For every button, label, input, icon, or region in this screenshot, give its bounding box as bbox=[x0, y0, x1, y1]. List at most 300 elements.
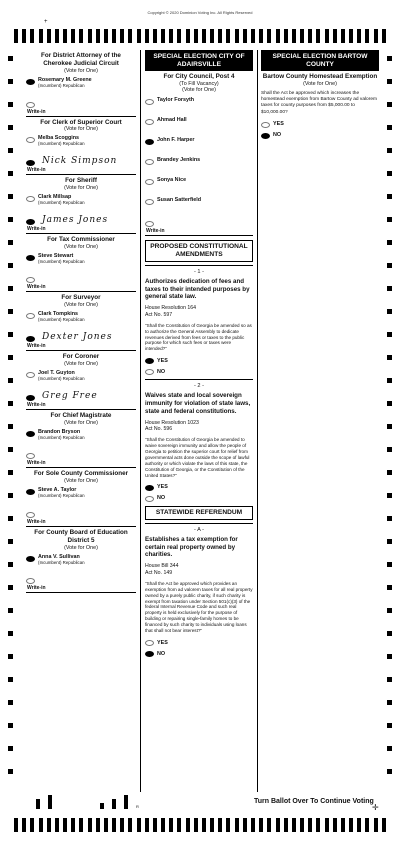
bottom-code-marks bbox=[36, 795, 139, 809]
office-title: For District Attorney of the Cherokee Judicial Circuit bbox=[41, 52, 121, 67]
office-title: For County Board of Education District 5 bbox=[34, 528, 128, 544]
write-in-label: Write-in bbox=[27, 401, 46, 408]
candidate-text bbox=[38, 430, 85, 441]
timing-mark bbox=[8, 171, 13, 176]
timing-mark bbox=[8, 493, 13, 498]
timing-mark bbox=[47, 29, 51, 43]
timing-mark bbox=[267, 29, 271, 43]
timing-mark bbox=[235, 29, 239, 43]
yes-option[interactable] bbox=[145, 639, 253, 646]
timing-mark bbox=[387, 217, 392, 222]
timing-mark bbox=[251, 818, 255, 832]
vote-oval[interactable] bbox=[26, 79, 35, 85]
vote-oval[interactable] bbox=[26, 512, 35, 518]
timing-mark bbox=[39, 29, 43, 43]
write-in-line[interactable] bbox=[26, 99, 136, 117]
timing-mark bbox=[30, 818, 34, 832]
write-in-label: Write-in bbox=[27, 343, 46, 350]
timing-mark bbox=[128, 818, 132, 832]
timing-mark bbox=[333, 29, 337, 43]
timing-mark bbox=[387, 263, 392, 268]
question-number: - 1 - bbox=[145, 265, 253, 275]
timing-marks-top bbox=[14, 29, 386, 43]
vote-instruction: (Vote for One) bbox=[64, 360, 98, 367]
timing-mark bbox=[128, 29, 132, 43]
timing-mark bbox=[8, 516, 13, 521]
timing-mark bbox=[235, 818, 239, 832]
timing-mark bbox=[276, 29, 280, 43]
column-divider bbox=[140, 50, 141, 792]
timing-mark bbox=[8, 700, 13, 705]
office-title: For Coroner bbox=[62, 353, 100, 361]
timing-mark bbox=[120, 818, 124, 832]
write-in-line[interactable] bbox=[26, 157, 136, 175]
candidate-name: Clark Tompkins bbox=[38, 311, 79, 318]
question-reference bbox=[145, 420, 253, 434]
timing-mark bbox=[8, 677, 13, 682]
vote-oval[interactable] bbox=[145, 179, 154, 185]
timing-mark bbox=[8, 79, 13, 84]
vote-oval[interactable] bbox=[26, 160, 35, 166]
write-in-label: Write-in bbox=[146, 228, 165, 235]
timing-mark bbox=[218, 818, 222, 832]
column-city-and-amendments bbox=[145, 50, 253, 661]
timing-mark bbox=[194, 29, 198, 43]
registration-cross: + bbox=[44, 19, 48, 25]
timing-mark bbox=[218, 29, 222, 43]
copyright-notice: Copyright © 2020 Dominion Voting Inc. All Rights Reserved bbox=[147, 10, 253, 15]
candidate-party: (Incumbent) Republican bbox=[38, 258, 85, 264]
candidate-name: John F. Harper bbox=[157, 137, 195, 144]
timing-mark bbox=[63, 29, 67, 43]
timing-mark bbox=[325, 818, 329, 832]
vote-instruction: (Vote for One) bbox=[64, 67, 98, 74]
candidate-option[interactable] bbox=[145, 118, 253, 125]
timing-mark bbox=[349, 29, 353, 43]
timing-mark bbox=[112, 818, 116, 832]
timing-mark bbox=[22, 29, 26, 43]
vote-oval[interactable] bbox=[145, 358, 154, 364]
question-title: Establishes a tax exemption for certain real property owned by charities. bbox=[145, 535, 238, 559]
vote-oval[interactable] bbox=[26, 336, 35, 342]
timing-mark bbox=[382, 29, 386, 43]
timing-mark bbox=[8, 585, 13, 590]
timing-mark bbox=[267, 818, 271, 832]
candidate-name: Taylor Forsyth bbox=[157, 97, 195, 104]
timing-mark bbox=[30, 29, 34, 43]
candidate-name: Brandon Bryson bbox=[38, 428, 81, 435]
write-in-line[interactable] bbox=[26, 392, 136, 410]
candidate-name: Anna V. Sullivan bbox=[38, 553, 80, 560]
candidate-option[interactable] bbox=[145, 198, 253, 205]
vote-instruction: (Vote for One) bbox=[182, 87, 216, 94]
timing-mark bbox=[357, 818, 361, 832]
vote-instruction: (Vote for One) bbox=[64, 302, 98, 309]
timing-mark bbox=[8, 401, 13, 406]
timing-mark bbox=[8, 194, 13, 199]
timing-mark bbox=[259, 818, 263, 832]
vote-oval[interactable] bbox=[26, 196, 35, 202]
timing-mark bbox=[365, 29, 369, 43]
timing-mark bbox=[14, 818, 18, 832]
write-in-line[interactable] bbox=[26, 450, 136, 468]
candidate-option[interactable] bbox=[26, 136, 136, 147]
write-in-line[interactable] bbox=[26, 216, 136, 234]
candidate-option[interactable] bbox=[145, 98, 253, 105]
timing-mark bbox=[292, 818, 296, 832]
timing-mark bbox=[88, 29, 92, 43]
write-in-line[interactable] bbox=[26, 575, 136, 593]
vote-instruction: (Vote for One) bbox=[64, 185, 98, 191]
timing-mark bbox=[387, 677, 392, 682]
timing-mark bbox=[186, 29, 190, 43]
no-label: NO bbox=[273, 132, 282, 139]
timing-mark bbox=[210, 29, 214, 43]
timing-mark bbox=[145, 29, 149, 43]
timing-mark bbox=[161, 29, 165, 43]
candidate-name: Ahmad Hall bbox=[157, 117, 187, 124]
timing-mark bbox=[387, 125, 392, 130]
section-header-city: SPECIAL ELECTION CITY OF ADAIRSVILLE bbox=[145, 50, 253, 71]
timing-mark bbox=[387, 424, 392, 429]
timing-mark bbox=[382, 818, 386, 832]
timing-mark bbox=[316, 818, 320, 832]
timing-mark bbox=[387, 470, 392, 475]
vote-oval[interactable] bbox=[145, 640, 154, 646]
timing-mark bbox=[120, 29, 124, 43]
timing-mark bbox=[8, 332, 13, 337]
candidate-party: (Incumbent) Republican bbox=[38, 493, 85, 499]
yes-option[interactable] bbox=[145, 357, 253, 364]
turn-ballot-over-text: Turn Ballot Over To Continue Voting bbox=[254, 798, 374, 805]
vote-oval[interactable] bbox=[145, 119, 154, 125]
yes-option[interactable] bbox=[261, 121, 379, 128]
timing-mark bbox=[365, 818, 369, 832]
timing-mark bbox=[251, 29, 255, 43]
timing-mark bbox=[8, 608, 13, 613]
candidate-option[interactable] bbox=[26, 195, 136, 206]
question-title: Waives state and local sovereign immunity for violation of state laws, state and federal constitutions. bbox=[145, 392, 251, 415]
vote-oval[interactable] bbox=[145, 221, 154, 227]
vote-oval[interactable] bbox=[26, 137, 35, 143]
question-reference bbox=[145, 305, 253, 319]
timing-mark bbox=[8, 148, 13, 153]
vote-oval[interactable] bbox=[26, 395, 35, 401]
timing-mark bbox=[71, 29, 75, 43]
office-title: For Tax Commissioner bbox=[47, 235, 115, 243]
vote-oval[interactable] bbox=[145, 99, 154, 105]
reference-line: House Resolution 164 bbox=[145, 305, 197, 312]
vote-oval[interactable] bbox=[26, 219, 35, 225]
yes-label: YES bbox=[157, 357, 168, 364]
write-in-label: Write-in bbox=[27, 518, 46, 525]
timing-mark bbox=[243, 29, 247, 43]
vote-oval[interactable] bbox=[26, 102, 35, 108]
vote-oval[interactable] bbox=[145, 159, 154, 165]
vote-oval[interactable] bbox=[26, 556, 35, 562]
write-in-line[interactable] bbox=[26, 333, 136, 351]
section-header-amendments: PROPOSED CONSTITUTIONAL AMENDMENTS bbox=[145, 240, 253, 262]
vote-oval[interactable] bbox=[26, 313, 35, 319]
candidate-option[interactable] bbox=[26, 555, 136, 566]
timing-mark bbox=[387, 700, 392, 705]
timing-mark bbox=[308, 29, 312, 43]
timing-mark bbox=[79, 818, 83, 832]
timing-mark bbox=[186, 818, 190, 832]
section-header-referendum: STATEWIDE REFERENDUM bbox=[145, 506, 253, 520]
candidate-option[interactable] bbox=[145, 158, 253, 165]
no-option[interactable] bbox=[261, 132, 379, 139]
timing-marks-left bbox=[8, 56, 13, 792]
handwritten-write-in: Dexter Jones bbox=[42, 332, 113, 343]
column-county-offices bbox=[26, 50, 136, 595]
ballot-code-letter: R bbox=[136, 804, 139, 809]
timing-mark bbox=[8, 286, 13, 291]
timing-mark bbox=[357, 29, 361, 43]
write-in-label: Write-in bbox=[27, 108, 46, 115]
vote-instruction: (Vote for One) bbox=[64, 419, 98, 426]
candidate-name: Susan Satterfield bbox=[157, 197, 202, 204]
timing-mark bbox=[8, 378, 13, 383]
vote-oval[interactable] bbox=[26, 431, 35, 437]
yes-option[interactable] bbox=[145, 484, 253, 491]
timing-mark bbox=[387, 654, 392, 659]
timing-mark bbox=[169, 818, 173, 832]
timing-mark bbox=[8, 424, 13, 429]
timing-mark bbox=[8, 470, 13, 475]
candidate-name: Sonya Nice bbox=[157, 177, 187, 184]
vote-oval[interactable] bbox=[26, 578, 35, 584]
no-option[interactable] bbox=[145, 650, 253, 657]
question-title: Authorizes dedication of fees and taxes to their intended purposes by general state law. bbox=[145, 277, 250, 301]
write-in-label: Write-in bbox=[27, 585, 46, 592]
yes-label: YES bbox=[157, 639, 168, 646]
timing-mark bbox=[8, 654, 13, 659]
vote-oval[interactable] bbox=[26, 255, 35, 261]
candidate-option[interactable] bbox=[26, 371, 136, 382]
timing-mark bbox=[226, 29, 230, 43]
crosshair-icon: ✛ bbox=[372, 803, 379, 812]
vote-instruction: (Vote for One) bbox=[64, 126, 98, 133]
candidate-text bbox=[38, 312, 85, 323]
timing-mark bbox=[341, 29, 345, 43]
vote-oval[interactable] bbox=[145, 651, 154, 657]
timing-mark bbox=[47, 818, 51, 832]
write-in-line[interactable] bbox=[26, 274, 136, 292]
timing-mark bbox=[194, 818, 198, 832]
vote-oval[interactable] bbox=[145, 199, 154, 205]
candidate-party: (Incumbent) Republican bbox=[38, 82, 85, 88]
candidate-option[interactable] bbox=[145, 178, 253, 185]
timing-mark bbox=[349, 818, 353, 832]
vote-oval[interactable] bbox=[261, 122, 270, 128]
office-subtitle: (To Fill Vacancy) bbox=[179, 81, 219, 88]
timing-marks-bottom bbox=[14, 818, 386, 832]
no-option[interactable] bbox=[145, 495, 253, 502]
timing-mark bbox=[8, 217, 13, 222]
timing-mark bbox=[387, 194, 392, 199]
timing-mark bbox=[104, 818, 108, 832]
write-in-label: Write-in bbox=[27, 460, 46, 467]
question-reference bbox=[145, 563, 253, 577]
timing-mark bbox=[300, 29, 304, 43]
timing-mark bbox=[8, 240, 13, 245]
vote-oval[interactable] bbox=[145, 139, 154, 145]
timing-marks-right bbox=[387, 56, 392, 792]
candidate-party: (Incumbent) Republican bbox=[38, 375, 85, 381]
no-option[interactable] bbox=[145, 368, 253, 375]
candidate-name: Brandey Jenkins bbox=[157, 157, 201, 164]
timing-mark bbox=[8, 355, 13, 360]
timing-mark bbox=[63, 818, 67, 832]
timing-mark bbox=[112, 29, 116, 43]
yes-label: YES bbox=[273, 121, 284, 128]
timing-mark bbox=[79, 29, 83, 43]
candidate-option[interactable] bbox=[26, 488, 136, 499]
timing-mark bbox=[387, 562, 392, 567]
timing-mark bbox=[387, 539, 392, 544]
vote-oval[interactable] bbox=[26, 453, 35, 459]
timing-mark bbox=[8, 769, 13, 774]
vote-oval[interactable] bbox=[145, 485, 154, 491]
timing-mark bbox=[387, 769, 392, 774]
timing-mark bbox=[387, 148, 392, 153]
candidate-option[interactable] bbox=[26, 312, 136, 323]
timing-mark bbox=[8, 125, 13, 130]
vote-instruction: (Vote for One) bbox=[64, 478, 98, 485]
candidate-name: Steve Stewart bbox=[38, 252, 74, 259]
timing-mark bbox=[341, 818, 345, 832]
timing-mark bbox=[387, 401, 392, 406]
vote-oval[interactable] bbox=[145, 369, 154, 375]
timing-mark bbox=[276, 818, 280, 832]
timing-mark bbox=[8, 746, 13, 751]
timing-mark bbox=[333, 818, 337, 832]
office-title: For Chief Magistrate bbox=[50, 411, 112, 419]
vote-oval[interactable] bbox=[26, 277, 35, 283]
timing-mark bbox=[96, 29, 100, 43]
office-title: For City Council, Post 4 bbox=[163, 73, 235, 81]
timing-mark bbox=[39, 818, 43, 832]
candidate-option[interactable] bbox=[145, 138, 253, 145]
timing-mark bbox=[8, 263, 13, 268]
timing-mark bbox=[71, 818, 75, 832]
timing-mark bbox=[387, 493, 392, 498]
vote-oval[interactable] bbox=[145, 496, 154, 502]
candidate-party: (Incumbent) Republican bbox=[38, 434, 85, 440]
candidate-option[interactable] bbox=[26, 78, 136, 89]
timing-mark bbox=[387, 631, 392, 636]
timing-mark bbox=[387, 79, 392, 84]
timing-mark bbox=[88, 818, 92, 832]
timing-mark bbox=[169, 29, 173, 43]
timing-mark bbox=[55, 818, 59, 832]
timing-mark bbox=[8, 102, 13, 107]
timing-mark bbox=[8, 447, 13, 452]
timing-mark bbox=[55, 29, 59, 43]
office-title: For Sole County Commissioner bbox=[33, 470, 129, 478]
vote-oval[interactable] bbox=[261, 133, 270, 139]
timing-mark bbox=[22, 818, 26, 832]
timing-mark bbox=[177, 818, 181, 832]
timing-mark bbox=[153, 818, 157, 832]
candidate-party: (Incumbent) Republican bbox=[38, 141, 85, 147]
write-in-label: Write-in bbox=[27, 284, 46, 291]
candidate-name: Steve A. Taylor bbox=[38, 487, 77, 494]
write-in-line[interactable] bbox=[145, 218, 253, 236]
timing-mark bbox=[161, 818, 165, 832]
question-text: "Shall the Constitution of Georgia be amended to waive sovereign immunity and allow the people of Georgia to petition the superior court for relief from governmental acts done outside the scope of lawful authority or which violate the laws of this state, the Constitution of Georgia, or the Constitution of the United States?" bbox=[145, 437, 250, 478]
candidate-text bbox=[38, 136, 85, 147]
timing-mark bbox=[387, 516, 392, 521]
reference-line: House Resolution 1023 bbox=[145, 419, 199, 426]
handwritten-write-in: Greg Free bbox=[42, 390, 98, 401]
candidate-option[interactable] bbox=[26, 430, 136, 441]
timing-mark bbox=[374, 29, 378, 43]
timing-mark bbox=[96, 818, 100, 832]
question-number: - 2 - bbox=[145, 379, 253, 389]
timing-mark bbox=[137, 818, 141, 832]
write-in-line[interactable] bbox=[26, 509, 136, 527]
no-label: NO bbox=[157, 368, 166, 375]
timing-mark bbox=[300, 818, 304, 832]
timing-mark bbox=[387, 608, 392, 613]
timing-mark bbox=[153, 29, 157, 43]
candidate-party: (Incumbent) Republican bbox=[38, 317, 85, 323]
timing-mark bbox=[387, 585, 392, 590]
yes-label: YES bbox=[157, 484, 168, 491]
candidate-option[interactable] bbox=[26, 254, 136, 265]
timing-mark bbox=[284, 818, 288, 832]
timing-mark bbox=[137, 29, 141, 43]
candidate-party: (Incumbent) Republican bbox=[38, 199, 85, 205]
reference-line: Act No. 149 bbox=[145, 569, 173, 576]
question-number: - A - bbox=[145, 523, 253, 533]
timing-mark bbox=[387, 309, 392, 314]
timing-mark bbox=[387, 102, 392, 107]
timing-mark bbox=[8, 631, 13, 636]
timing-mark bbox=[14, 29, 18, 43]
office-title: Bartow County Homestead Exemption bbox=[262, 73, 378, 81]
timing-mark bbox=[387, 240, 392, 245]
timing-mark bbox=[387, 746, 392, 751]
timing-mark bbox=[177, 29, 181, 43]
candidate-name: Rosemary M. Greene bbox=[38, 76, 92, 83]
timing-mark bbox=[292, 29, 296, 43]
candidate-name: Joel T. Guyton bbox=[38, 369, 75, 376]
timing-mark bbox=[210, 818, 214, 832]
reference-line: House Bill 344 bbox=[145, 563, 179, 570]
question-text: Shall the Act be approved which increases the homestead exemption from Bartow County ad valorem taxes for county purposes from $5,000.00 to $10,000.00? bbox=[261, 91, 377, 115]
vote-oval[interactable] bbox=[26, 372, 35, 378]
handwritten-write-in: James Jones bbox=[42, 214, 109, 225]
question-text: "Shall the Act be approved which provides an exemption from ad valorem taxes for all real property owned by a purely public charity, if such charity is exempt from taxation under Section 501(c)(3) of the federal Internal Revenue Code and such real property is held exclusively for the purpose of building or repairing single-family homes to be financed by such charity to individuals using loans that shall not bear interest?" bbox=[145, 580, 253, 634]
vote-instruction: (Vote for One) bbox=[64, 243, 98, 250]
column-divider bbox=[257, 50, 258, 792]
timing-mark bbox=[202, 29, 206, 43]
candidate-name: Melba Scoggins bbox=[38, 135, 80, 142]
candidate-text bbox=[38, 78, 92, 89]
timing-mark bbox=[259, 29, 263, 43]
candidate-text bbox=[38, 195, 85, 206]
timing-mark bbox=[8, 562, 13, 567]
timing-mark bbox=[387, 378, 392, 383]
timing-mark bbox=[8, 539, 13, 544]
candidate-text bbox=[38, 488, 85, 499]
timing-mark bbox=[387, 723, 392, 728]
vote-oval[interactable] bbox=[26, 489, 35, 495]
section-header-county: SPECIAL ELECTION BARTOW COUNTY bbox=[261, 50, 379, 71]
